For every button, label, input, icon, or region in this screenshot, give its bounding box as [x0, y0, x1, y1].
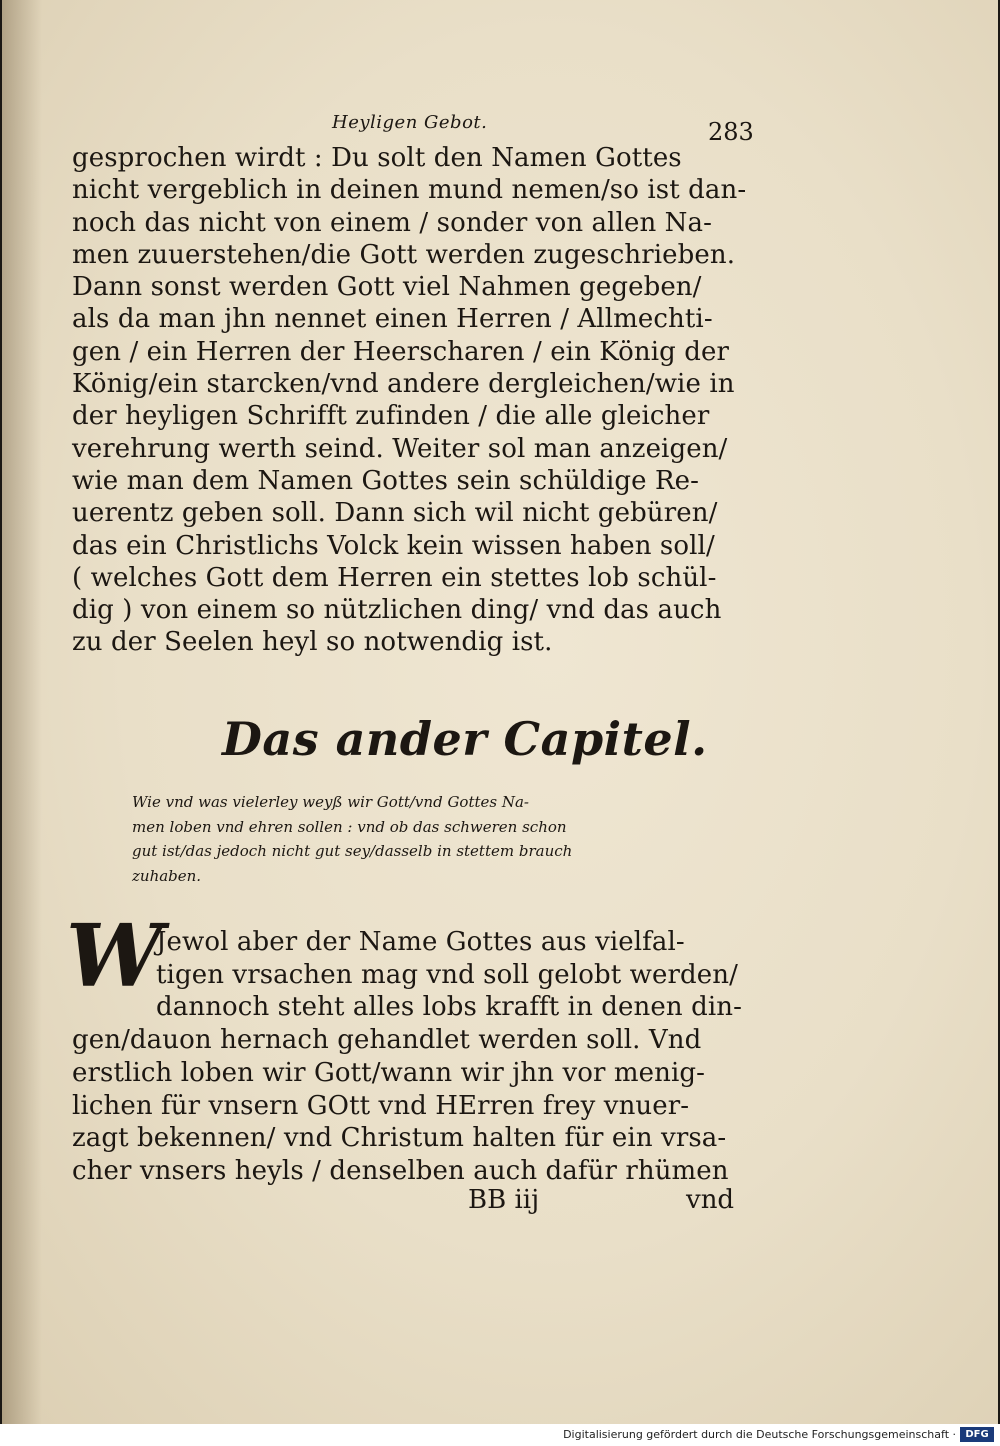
text-line: erstlich loben wir Gott/wann wir jhn vor menig- — [72, 1057, 706, 1088]
text-line: König/ein starcken/vnd andere dergleichen/wie in — [72, 369, 735, 400]
text-line: gen/dauon hernach gehandlet werden soll. Vnd — [72, 1025, 702, 1056]
chapter-title: Das ander Capitel. — [222, 712, 708, 766]
summary-line: men loben vnd ehren sollen : vnd ob das schweren schon — [132, 817, 567, 836]
text-line: dannoch steht alles lobs krafft in denen din- — [156, 992, 742, 1023]
summary-line: Wie vnd was vielerley weyß wir Gott/vnd Gottes Na- — [132, 793, 529, 811]
dfg-logo: DFG — [960, 1427, 994, 1442]
text-line: cher vnsers heyls / denselben auch dafür rhümen — [72, 1155, 729, 1186]
chapter-summary — [132, 790, 702, 888]
page-number: 283 — [708, 118, 754, 146]
text-line: dig ) von einem so nützlichen ding/ vnd das auch — [72, 595, 722, 626]
text-line: lichen für vnsern GOtt vnd HErren frey vnuer- — [72, 1090, 690, 1121]
running-head: Heyligen Gebot. — [332, 112, 488, 133]
text-line: wie man dem Namen Gottes sein schüldige Re- — [72, 465, 700, 496]
text-line: tigen vrsachen mag vnd soll gelobt werden/ — [156, 959, 738, 990]
text-line: noch das nicht von einem / sonder von allen Na- — [72, 207, 713, 238]
text-line: der heyligen Schrifft zufinden / die alle gleicher — [72, 401, 710, 432]
text-line: das ein Christlichs Volck kein wissen haben soll/ — [72, 530, 715, 561]
text-line: ( welches Gott dem Herren ein stettes lob schül- — [72, 562, 717, 593]
text-line: uerentz geben soll. Dann sich wil nicht gebüren/ — [72, 498, 718, 529]
drop-cap-initial: W — [66, 906, 163, 1007]
summary-line: zuhaben. — [132, 866, 202, 885]
text-line: men zuuerstehen/die Gott werden zugeschrieben. — [72, 239, 736, 270]
text-line: verehrung werth seind. Weiter sol man anzeigen/ — [72, 433, 728, 464]
text-line: gen / ein Herren der Heerscharen / ein König der — [72, 336, 730, 367]
signature-mark: BB iij — [468, 1185, 540, 1215]
text-line: nicht vergeblich in deinen mund nemen/so ist dan- — [72, 175, 747, 206]
paragraph-2 — [72, 926, 762, 1188]
book-page — [2, 0, 998, 1424]
summary-line: gut ist/das jedoch nicht gut sey/dasselb in stettem brauch — [132, 842, 573, 860]
text-line: als da man jhn nennet einen Herren / Allmechti- — [72, 304, 713, 335]
catchword: vnd — [686, 1185, 735, 1215]
footer-bar — [0, 1424, 1000, 1446]
text-line: Dann sonst werden Gott viel Nahmen gegeben/ — [72, 272, 702, 303]
text-line: Jewol aber der Name Gottes aus vielfal- — [156, 927, 685, 957]
paragraph-1 — [72, 142, 762, 659]
funding-note: Digitalisierung gefördert durch die Deutsche Forschungsgemeinschaft · — [563, 1428, 956, 1441]
text-line: zagt bekennen/ vnd Christum halten für ein vrsa- — [72, 1123, 727, 1154]
text-line: zu der Seelen heyl so notwendig ist. — [72, 627, 553, 658]
gutter-shadow — [2, 0, 42, 1424]
text-line: gesprochen wirdt : Du solt den Namen Gottes — [72, 143, 682, 173]
